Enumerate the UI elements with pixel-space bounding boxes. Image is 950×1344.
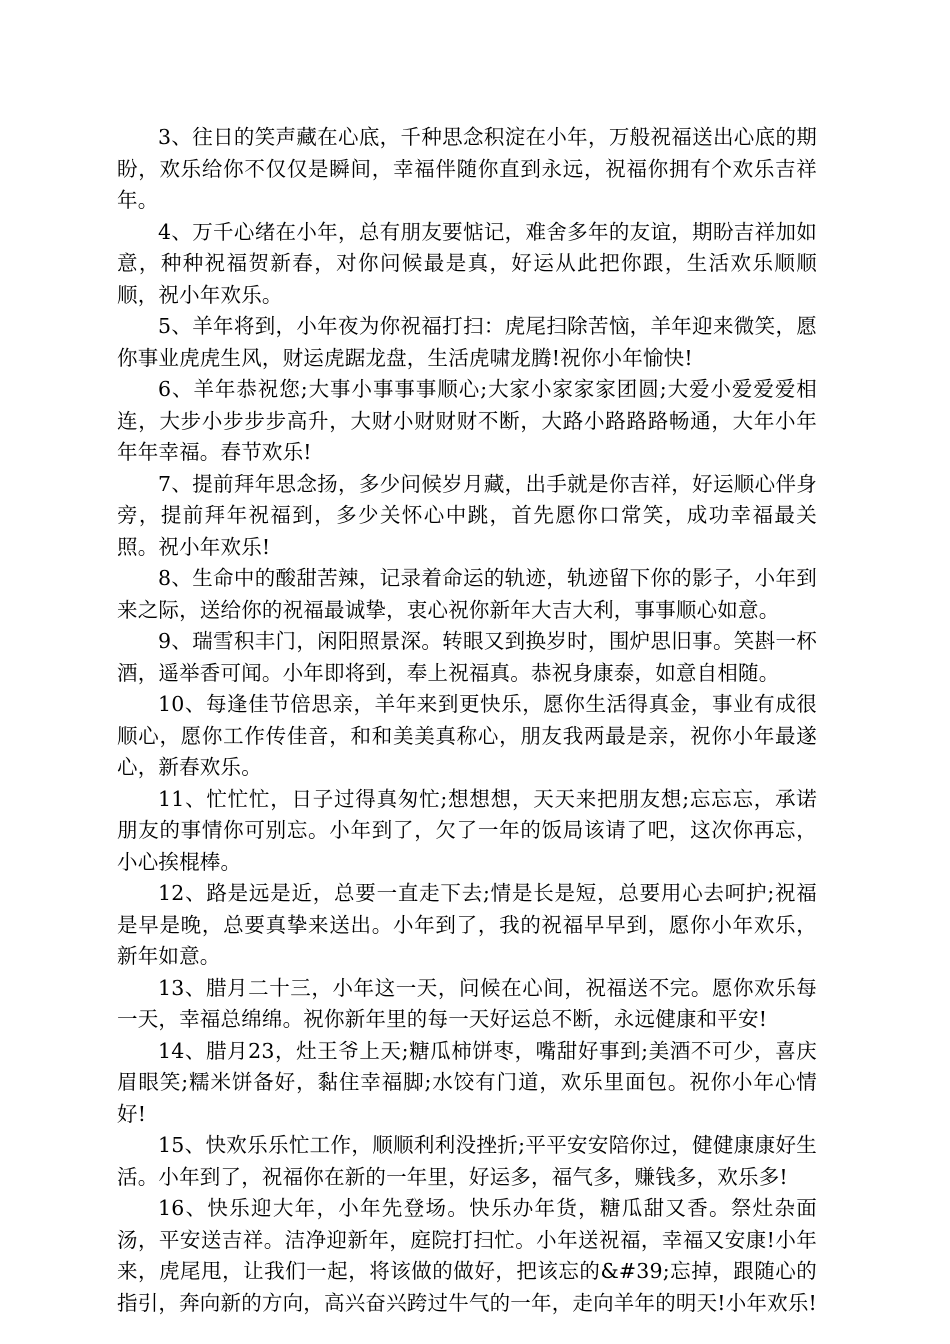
paragraph-16: 16、快乐迎大年，小年先登场。快乐办年货，糖瓜甜又香。祭灶杂面汤，平安送吉祥。洁净迎新年，庭院打扫忙。小年送祝福，幸福又安康!小年来，虎尾甩，让我们一起，将该做的做好，把该忘的&#39;忘掉，跟随心的指引，奔向新的方向，高兴奋兴跨过牛气的一年，走向羊年的明天!小年欢乐!: [117, 1196, 817, 1315]
paragraph-9: 9、瑞雪积丰门，闲阳照景深。转眼又到换岁时，围炉思旧事。笑斟一杯酒，遥举香可闻。小年即将到，奉上祝福真。恭祝身康泰，如意自相随。: [117, 629, 817, 685]
paragraph-5: 5、羊年将到，小年夜为你祝福打扫：虎尾扫除苦恼，羊年迎来微笑，愿你事业虎虎生风，财运虎踞龙盘，生活虎啸龙腾!祝你小年愉快!: [117, 314, 817, 370]
paragraph-4: 4、万千心绪在小年，总有朋友要惦记，难舍多年的友谊，期盼吉祥加如意，种种祝福贺新春，对你问候最是真，好运从此把你跟，生活欢乐顺顺顺，祝小年欢乐。: [117, 219, 817, 307]
paragraph-8: 8、生命中的酸甜苦辣，记录着命运的轨迹，轨迹留下你的影子，小年到来之际，送给你的祝福最诚挚，衷心祝你新年大吉大利，事事顺心如意。: [117, 566, 817, 622]
paragraph-11: 11、忙忙忙，日子过得真匆忙;想想想，天天来把朋友想;忘忘忘，承诺朋友的事情你可别忘。小年到了，欠了一年的饭局该请了吧，这次你再忘，小心挨棍棒。: [117, 786, 817, 874]
paragraph-13: 13、腊月二十三，小年这一天，问候在心间，祝福送不完。愿你欢乐每一天，幸福总绵绵。祝你新年里的每一天好运总不断，永远健康和平安!: [117, 975, 817, 1031]
document-body: [117, 122, 817, 1319]
paragraph-7: 7、提前拜年思念扬，多少问候岁月藏，出手就是你吉祥，好运顺心伴身旁，提前拜年祝福到，多少关怀心中跳，首先愿你口常笑，成功幸福最关照。祝小年欢乐!: [117, 471, 817, 559]
paragraph-12: 12、路是远是近，总要一直走下去;情是长是短，总要用心去呵护;祝福是早是晚，总要真挚来送出。小年到了，我的祝福早早到，愿你小年欢乐，新年如意。: [117, 881, 817, 968]
paragraph-3: 3、往日的笑声藏在心底，千种思念积淀在小年，万般祝福送出心底的期盼，欢乐给你不仅仅是瞬间，幸福伴随你直到永远，祝福你拥有个欢乐吉祥年。: [117, 125, 817, 212]
paragraph-15: 15、快欢乐乐忙工作，顺顺利利没挫折;平平安安陪你过，健健康康好生活。小年到了，祝福你在新的一年里，好运多，福气多，赚钱多，欢乐多!: [117, 1133, 817, 1189]
paragraph-14: 14、腊月23，灶王爷上天;糖瓜柿饼枣，嘴甜好事到;美酒不可少，喜庆眉眼笑;糯米饼备好，黏住幸福脚;水饺有门道，欢乐里面包。祝你小年心情好!: [117, 1038, 817, 1126]
paragraph-6: 6、羊年恭祝您;大事小事事事顺心;大家小家家家团圆;大爱小爱爱爱相连，大步小步步步高升，大财小财财财不断，大路小路路路畅通，大年小年年年幸福。春节欢乐!: [117, 377, 817, 464]
paragraph-10: 10、每逢佳节倍思亲，羊年来到更快乐，愿你生活得真金，事业有成很顺心，愿你工作传佳音，和和美美真称心，朋友我两最是亲，祝你小年最遂心，新春欢乐。: [117, 692, 817, 779]
